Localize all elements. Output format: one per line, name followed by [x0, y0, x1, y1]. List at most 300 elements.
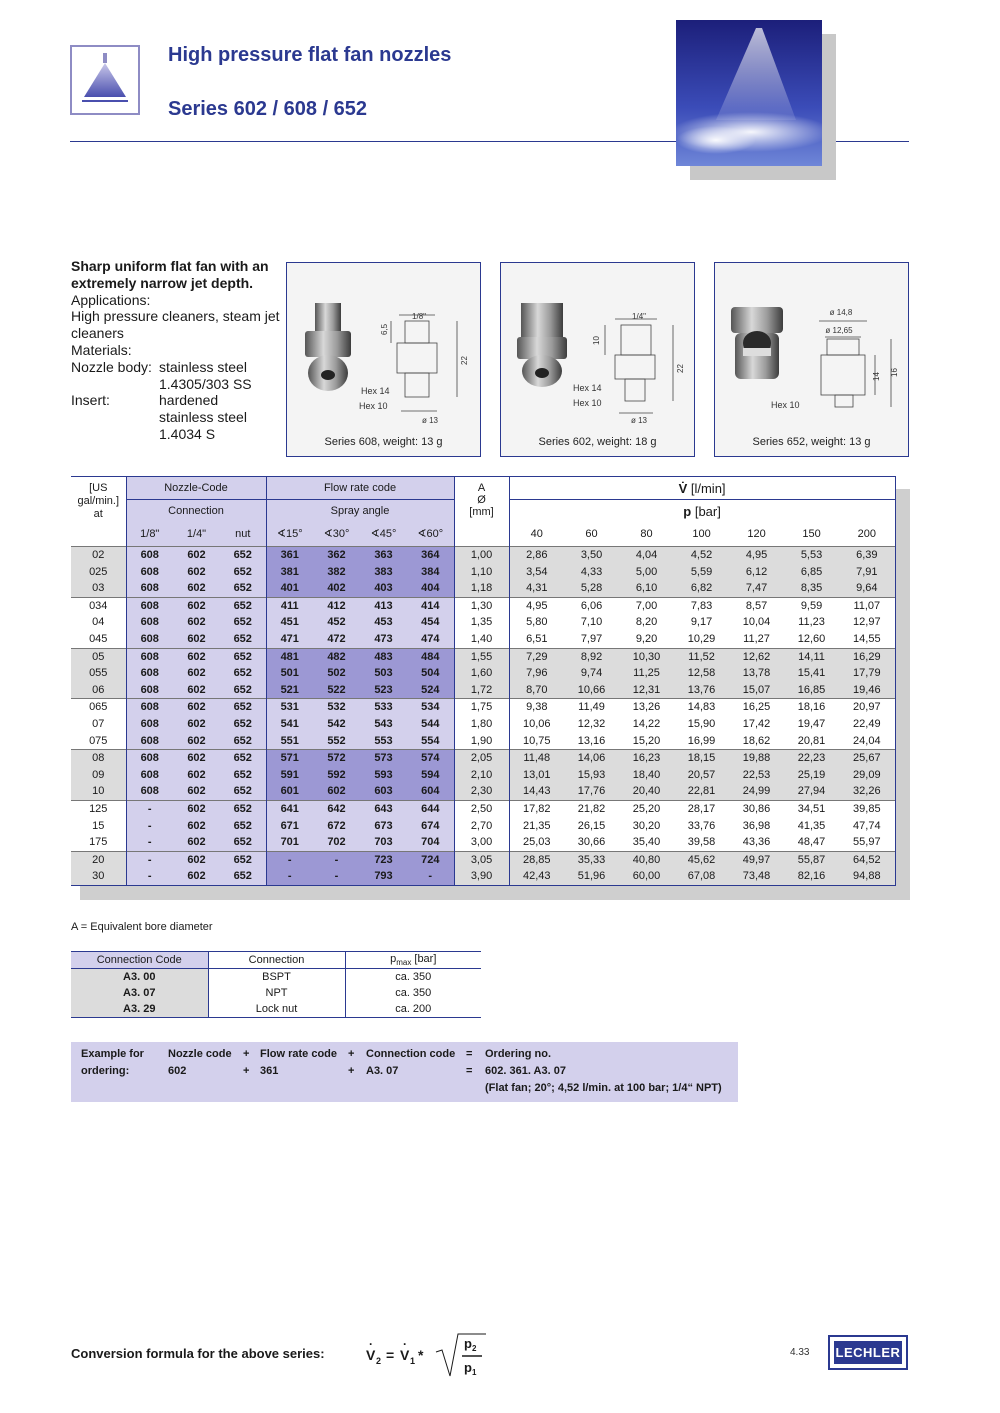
table-row [71, 818, 895, 835]
cell-nozzle-code: 602 [173, 834, 220, 851]
cell-flow-code: 521 [266, 682, 313, 699]
cell-flow-code: 383 [360, 564, 407, 581]
cell-flow-code: 483 [360, 648, 407, 665]
insert-value-2: stainless steel [159, 409, 247, 426]
cell-nozzle-code: 608 [126, 631, 173, 648]
table-row [71, 716, 895, 733]
pressure-col: 60 [585, 527, 598, 540]
cell-flow-code: 571 [266, 750, 313, 767]
cell-nozzle-code: 602 [173, 750, 220, 767]
pressure-col: 100 [692, 527, 711, 540]
product-box-602 [500, 262, 695, 457]
cell-flow-rate: 22,53 [729, 767, 784, 784]
cell-flow-code: 522 [313, 682, 360, 699]
cell-flow-rate: 11,52 [674, 648, 729, 665]
cell-flow-rate: 7,00 [619, 597, 674, 614]
cell-flow-rate: 14,06 [564, 750, 619, 767]
cell-nozzle-code: 608 [126, 564, 173, 581]
cell-flow-code: 412 [313, 597, 360, 614]
cell-nozzle-code: 602 [173, 716, 220, 733]
conn-col-nut: nut [220, 523, 266, 547]
dim-dia: ø 13 [422, 416, 439, 425]
product-caption-602: Series 602, weight: 18 g [538, 436, 657, 448]
cell-flow-rate: 16,99 [687, 734, 716, 747]
cell-nozzle-code: 602 [173, 597, 220, 614]
order-note: (Flat fan; 20°; 4,52 l/min. at 100 bar; 1/4“ NPT) [485, 1082, 722, 1094]
bore-diameter-header: A Ø [mm] [454, 477, 509, 523]
cell-flow-code: 364 [407, 547, 454, 564]
cell-nozzle-code: - [126, 818, 173, 835]
conn-code-cell: A3. 07 [71, 985, 208, 1001]
cell-flow-code: 503 [360, 665, 407, 682]
pmax-header: $p_{max}$ [bar] [345, 952, 481, 969]
cell-flow-code: 501 [266, 665, 313, 682]
cell-flow-code: - [266, 851, 313, 868]
cell-bore: 3,05 [454, 851, 509, 868]
cell-flow-rate: 41,35 [797, 819, 826, 832]
cell-gal: 10 [71, 783, 126, 800]
cell-flow-rate: 5,00 [619, 564, 674, 581]
cell-flow-rate: 30,86 [729, 800, 784, 817]
cell-flow-rate: 48,47 [797, 836, 826, 849]
cell-flow-rate: 27,94 [784, 783, 839, 800]
cell-flow-code: 573 [360, 750, 407, 767]
cell-gal: 025 [71, 564, 126, 581]
cell-flow-rate: 7,10 [580, 616, 603, 629]
order-plus: + [348, 1048, 355, 1060]
cell-bore: 2,05 [454, 750, 509, 767]
cell-nozzle-code: - [126, 834, 173, 851]
cell-flow-rate: 2,86 [509, 547, 564, 564]
cell-flow-rate: 10,30 [619, 648, 674, 665]
cell-nozzle-code: 652 [220, 699, 266, 716]
cell-flow-rate: 8,70 [509, 682, 564, 699]
cell-flow-code: 593 [360, 767, 407, 784]
cell-flow-rate: 39,58 [687, 836, 716, 849]
cell-flow-rate: 24,04 [839, 733, 895, 750]
angle-col-30: ∢30° [313, 523, 360, 547]
cell-flow-rate: 22,23 [784, 750, 839, 767]
cell-flow-rate: 40,80 [619, 851, 674, 868]
cell-nozzle-code: 602 [173, 868, 220, 885]
connection-header: Connection [126, 500, 266, 523]
cell-flow-code: 592 [313, 767, 360, 784]
cell-flow-rate: 18,15 [674, 750, 729, 767]
cell-nozzle-code: 602 [173, 648, 220, 665]
cell-flow-rate: 19,46 [839, 682, 895, 699]
cell-flow-rate: 16,25 [729, 699, 784, 716]
connection-row [71, 969, 481, 986]
cell-flow-rate: 45,62 [674, 851, 729, 868]
cell-flow-rate: 11,48 [509, 750, 564, 767]
cell-flow-rate: 9,20 [635, 632, 658, 645]
cell-bore: 1,72 [454, 682, 509, 699]
cell-flow-code: 472 [313, 631, 360, 648]
cell-flow-rate: 22,81 [674, 783, 729, 800]
cell-flow-rate: 30,20 [632, 819, 661, 832]
cell-flow-rate: 6,12 [729, 564, 784, 581]
order-label-2: ordering: [81, 1065, 130, 1077]
conn-type-cell: NPT [208, 985, 345, 1001]
pressure-header: p [bar] [509, 500, 895, 523]
cell-flow-rate: 17,82 [509, 800, 564, 817]
cell-bore: 1,18 [454, 580, 509, 597]
cell-flow-code: 382 [313, 564, 360, 581]
cell-flow-rate: 39,85 [839, 800, 895, 817]
cell-flow-rate: 14,11 [784, 648, 839, 665]
cell-flow-rate: 12,32 [577, 717, 606, 730]
cell-nozzle-code: 652 [220, 818, 266, 835]
svg-text:1: 1 [410, 1356, 416, 1366]
table-row [71, 733, 895, 750]
cell-flow-rate: 20,40 [619, 783, 674, 800]
cell-nozzle-code: 608 [126, 682, 173, 699]
cell-flow-rate: 29,09 [839, 767, 895, 784]
cell-flow-rate: 10,66 [564, 682, 619, 699]
conn-type-header: Connection [208, 952, 345, 969]
cell-flow-code: 413 [360, 597, 407, 614]
cell-flow-rate: 49,97 [729, 851, 784, 868]
cell-nozzle-code: 652 [220, 834, 266, 851]
cell-flow-rate: 25,67 [839, 750, 895, 767]
cell-nozzle-code: 602 [173, 564, 220, 581]
cell-gal: 045 [71, 631, 126, 648]
cell-flow-rate: 73,48 [729, 868, 784, 885]
cell-flow-code: 363 [360, 547, 407, 564]
flow-rate-table [71, 476, 896, 886]
cell-flow-code: 453 [360, 614, 407, 631]
cell-flow-rate: 47,74 [839, 818, 895, 835]
cell-flow-rate: 8,57 [729, 597, 784, 614]
order-equals: = [466, 1065, 473, 1077]
cell-flow-code: 542 [313, 716, 360, 733]
cell-flow-code: 361 [266, 547, 313, 564]
dim-hex2: Hex 10 [771, 400, 800, 410]
order-h-flow: Flow rate code [260, 1048, 338, 1060]
cell-flow-rate: 13,01 [509, 767, 564, 784]
cell-flow-rate: 25,20 [619, 800, 674, 817]
cell-flow-code: 704 [407, 834, 454, 851]
cell-bore: 1,80 [454, 716, 509, 733]
cell-flow-rate: 15,07 [729, 682, 784, 699]
cell-flow-code: 671 [266, 818, 313, 835]
cell-nozzle-code: 602 [173, 631, 220, 648]
pressure-col: 120 [747, 527, 766, 540]
cell-flow-rate: 17,42 [742, 717, 771, 730]
cell-flow-rate: 5,59 [674, 564, 729, 581]
cell-flow-rate: 11,23 [798, 616, 825, 629]
cell-flow-code: 591 [266, 767, 313, 784]
order-v-order: 602. 361. A3. 07 [485, 1065, 566, 1077]
cell-bore: 1,30 [454, 597, 509, 614]
cell-flow-rate: 42,43 [509, 868, 564, 885]
table-row [71, 580, 895, 597]
cell-flow-rate: 7,97 [580, 632, 603, 645]
table-row [71, 665, 895, 682]
cell-flow-code: 402 [313, 580, 360, 597]
connection-table [71, 951, 481, 1018]
cell-flow-code: 523 [360, 682, 407, 699]
svg-text:V: V [400, 1347, 410, 1363]
cell-nozzle-code: 652 [220, 868, 266, 885]
cell-nozzle-code: 608 [126, 716, 173, 733]
cell-flow-code: 793 [360, 868, 407, 885]
nozzle-652-drawing [715, 263, 910, 433]
cell-flow-code: 404 [407, 580, 454, 597]
page-number: 4.33 [790, 1347, 810, 1358]
cell-nozzle-code: 608 [126, 767, 173, 784]
cell-flow-rate: 13,16 [577, 734, 606, 747]
pmax-cell: ca. 200 [345, 1001, 481, 1018]
cell-flow-rate: 60,00 [619, 868, 674, 885]
cell-nozzle-code: 602 [173, 665, 220, 682]
cell-flow-rate: 9,64 [839, 580, 895, 597]
cell-flow-code: 481 [266, 648, 313, 665]
cell-flow-rate: 24,99 [729, 783, 784, 800]
dim-d1: 6,5 [380, 323, 389, 335]
cell-flow-rate: 11,27 [743, 632, 770, 645]
cell-flow-code: 403 [360, 580, 407, 597]
svg-text:=: = [386, 1347, 395, 1363]
order-plus: + [243, 1048, 250, 1060]
cell-flow-rate: 25,03 [523, 836, 551, 849]
cell-flow-code: 482 [313, 648, 360, 665]
cell-gal: 075 [71, 733, 126, 750]
dim-thread: 1/8" [412, 312, 426, 321]
cell-flow-rate: 25,19 [784, 767, 839, 784]
dim-dia: ø 13 [631, 416, 648, 425]
table-row [71, 699, 895, 716]
cell-gal: 15 [71, 818, 126, 835]
cell-flow-rate: 7,83 [674, 597, 729, 614]
cell-bore: 3,00 [454, 834, 509, 851]
cell-bore: 1,90 [454, 733, 509, 750]
cell-flow-rate: 19,47 [797, 717, 826, 730]
connection-row [71, 985, 481, 1001]
svg-text:p: p [464, 1336, 472, 1351]
cell-flow-code: 471 [266, 631, 313, 648]
svg-text:p: p [464, 1360, 472, 1375]
nozzle-body-value-2: 1.4305/303 SS [159, 375, 252, 392]
dim-hex2: Hex 10 [573, 398, 602, 408]
cell-flow-rate: 16,23 [619, 750, 674, 767]
cell-flow-rate: 6,10 [619, 580, 674, 597]
cell-flow-rate: 9,17 [690, 616, 713, 629]
intro-headline: Sharp uniform flat fan with an extremely narrow jet depth. [71, 258, 269, 291]
order-plus: + [243, 1065, 250, 1077]
cell-flow-code: 484 [407, 648, 454, 665]
cell-nozzle-code: 652 [220, 597, 266, 614]
cell-gal: 034 [71, 597, 126, 614]
insert-label: Insert: [71, 392, 110, 409]
cell-flow-code: 551 [266, 733, 313, 750]
order-v-nozzle: 602 [168, 1065, 187, 1077]
cell-nozzle-code: 652 [220, 716, 266, 733]
cell-flow-rate: 20,97 [839, 699, 895, 716]
cell-flow-rate: 35,33 [564, 851, 619, 868]
cell-flow-rate: 12,62 [729, 648, 784, 665]
cell-flow-rate: 10,29 [687, 632, 716, 645]
cell-flow-rate: 6,06 [564, 597, 619, 614]
cell-flow-rate: 8,20 [635, 616, 658, 629]
cell-flow-rate: 20,81 [797, 734, 826, 747]
dim-d2: 16 [890, 368, 899, 377]
cell-flow-code: 572 [313, 750, 360, 767]
table-row [71, 682, 895, 699]
cell-flow-rate: 6,82 [674, 580, 729, 597]
cell-flow-rate: 11,25 [619, 665, 674, 682]
cell-nozzle-code: 608 [126, 783, 173, 800]
dim-hex1: Hex 14 [361, 386, 390, 396]
cell-flow-rate: 4,31 [509, 580, 564, 597]
svg-text:·: · [369, 1337, 373, 1351]
cell-nozzle-code: 652 [220, 767, 266, 784]
cell-flow-code: 474 [407, 631, 454, 648]
table-row [71, 597, 895, 614]
cell-flow-code: 381 [266, 564, 313, 581]
cell-gal: 03 [71, 580, 126, 597]
cell-flow-rate: 11,49 [564, 699, 619, 716]
cell-flow-rate: 4,52 [674, 547, 729, 564]
page-title: High pressure flat fan nozzles [168, 44, 452, 66]
cell-nozzle-code: 608 [126, 580, 173, 597]
cell-flow-rate: 55,87 [784, 851, 839, 868]
cell-nozzle-code: 602 [173, 818, 220, 835]
cell-gal: 05 [71, 648, 126, 665]
insert-value: hardened [159, 392, 219, 409]
cell-flow-code: 401 [266, 580, 313, 597]
cell-flow-rate: 26,15 [577, 819, 606, 832]
intro-text [71, 258, 281, 443]
table-row [71, 564, 895, 581]
cell-bore: 1,75 [454, 699, 509, 716]
cell-flow-rate: 14,43 [509, 783, 564, 800]
cell-gal: 30 [71, 868, 126, 885]
cell-flow-code: 454 [407, 614, 454, 631]
cell-flow-code: 452 [313, 614, 360, 631]
cell-flow-rate: 6,85 [784, 564, 839, 581]
cell-flow-rate: 10,04 [742, 616, 771, 629]
cell-nozzle-code: 608 [126, 665, 173, 682]
cell-flow-code: 723 [360, 851, 407, 868]
cell-flow-code: 644 [407, 800, 454, 817]
cell-bore: 1,40 [454, 631, 509, 648]
table-row [71, 631, 895, 648]
cell-flow-rate: 5,53 [784, 547, 839, 564]
cell-nozzle-code: 652 [220, 783, 266, 800]
flow-header: V̇ [l/min] [509, 477, 895, 500]
table-row [71, 547, 895, 564]
cell-flow-code: 594 [407, 767, 454, 784]
cell-flow-code: 554 [407, 733, 454, 750]
dim-thread: 1/4" [632, 312, 646, 321]
svg-text:*: * [418, 1347, 424, 1363]
nozzle-code-header: Nozzle-Code [126, 477, 266, 500]
dim-hex2: Hex 10 [359, 401, 388, 411]
pressure-col: 200 [839, 523, 895, 547]
table-row [71, 868, 895, 885]
cell-nozzle-code: 602 [173, 783, 220, 800]
conn-col-1-4: 1/4" [173, 523, 220, 547]
cell-flow-code: 672 [313, 818, 360, 835]
dim-d1: 14 [872, 372, 881, 381]
cell-flow-rate: 13,78 [729, 665, 784, 682]
cell-flow-rate: 4,95 [509, 597, 564, 614]
cell-gal: 065 [71, 699, 126, 716]
cell-flow-code: - [313, 851, 360, 868]
cell-flow-code: 642 [313, 800, 360, 817]
angle-col-60: ∢60° [407, 523, 454, 547]
cell-flow-rate: 67,08 [674, 868, 729, 885]
cell-nozzle-code: 602 [173, 733, 220, 750]
cell-flow-rate: 13,76 [674, 682, 729, 699]
table-row [71, 834, 895, 851]
cell-nozzle-code: 608 [126, 547, 173, 564]
cell-gal: 02 [71, 547, 126, 564]
svg-text:2: 2 [376, 1356, 382, 1366]
cell-flow-code: 451 [266, 614, 313, 631]
cell-flow-code: 724 [407, 851, 454, 868]
page-subtitle: Series 602 / 608 / 652 [168, 98, 368, 120]
cell-nozzle-code: 652 [220, 547, 266, 564]
cell-nozzle-code: 608 [126, 648, 173, 665]
cell-nozzle-code: 608 [126, 733, 173, 750]
cell-gal: 20 [71, 851, 126, 868]
cell-bore: 2,50 [454, 800, 509, 817]
cell-flow-rate: 17,79 [839, 665, 895, 682]
cell-flow-code: 673 [360, 818, 407, 835]
materials-label: Materials: [71, 341, 132, 358]
cell-nozzle-code: 652 [220, 564, 266, 581]
cell-gal: 09 [71, 767, 126, 784]
us-gal-header: [US gal/min.] at [71, 477, 126, 547]
cell-nozzle-code: - [126, 851, 173, 868]
cell-flow-rate: 21,82 [564, 800, 619, 817]
cell-flow-rate: 18,16 [784, 699, 839, 716]
cell-flow-rate: 6,39 [839, 547, 895, 564]
cell-nozzle-code: - [126, 800, 173, 817]
cell-flow-rate: 15,41 [784, 665, 839, 682]
cell-nozzle-code: 652 [220, 648, 266, 665]
cell-flow-code: 531 [266, 699, 313, 716]
connection-body [71, 969, 481, 1018]
spray-angle-header: Spray angle [266, 500, 454, 523]
cell-gal: 04 [71, 614, 126, 631]
cell-flow-rate: 3,50 [564, 547, 619, 564]
pressure-col: 150 [802, 527, 821, 540]
cell-flow-code: 411 [266, 597, 313, 614]
table-body [71, 547, 895, 886]
table-row [71, 800, 895, 817]
cell-flow-code: 553 [360, 733, 407, 750]
cell-flow-rate: 12,97 [839, 614, 895, 631]
conn-type-cell: Lock nut [208, 1001, 345, 1018]
cell-flow-rate: 10,75 [523, 734, 551, 747]
footnote: A = Equivalent bore diameter [71, 921, 213, 933]
dim-dia2: ø 12,65 [825, 326, 853, 335]
cell-nozzle-code: 652 [220, 851, 266, 868]
cell-bore: 1,10 [454, 564, 509, 581]
table-row [71, 783, 895, 800]
order-h-nozzle: Nozzle code [168, 1048, 232, 1060]
cell-nozzle-code: 602 [173, 614, 220, 631]
cell-flow-rate: 8,35 [784, 580, 839, 597]
connection-row [71, 1001, 481, 1018]
cell-flow-rate: 8,92 [564, 648, 619, 665]
cell-flow-rate: 16,85 [784, 682, 839, 699]
brand-name: LECHLER [834, 1341, 902, 1364]
svg-text:·: · [403, 1337, 407, 1351]
